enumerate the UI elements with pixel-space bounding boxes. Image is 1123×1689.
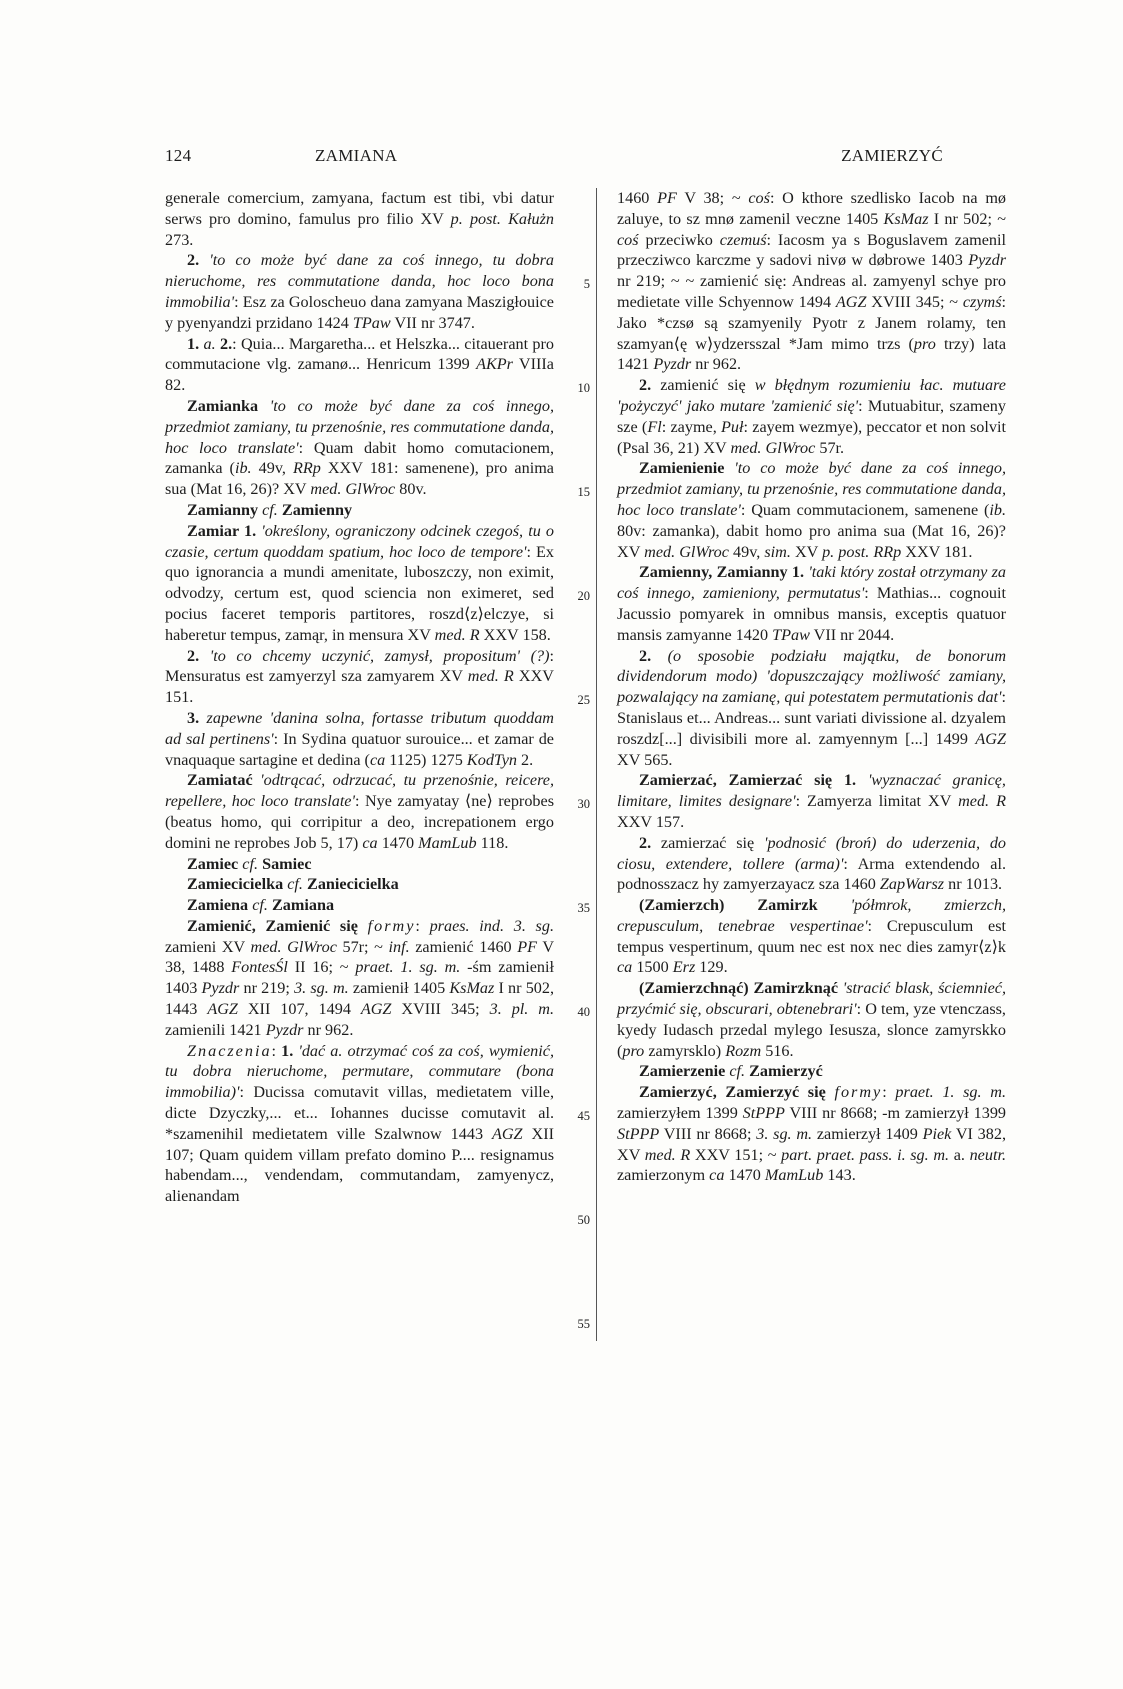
text-run: Zamierzyć [745,1062,823,1081]
text-run: 2. [187,646,210,665]
line-number: 40 [577,1005,590,1019]
text-run: med. GlWroc [250,937,337,956]
text-run: cf. [262,500,278,519]
text-run: : Jako *czsø są szamyenily Pyotr z Janem rolamy, ten szamyan⟨ę w⟩ydzersszal *Jam mimo trzs ( [617,292,1007,353]
text-run: 49v, [251,459,293,478]
text-run: Puł [721,417,744,436]
text-run: Zamienny, Zamianny 1. [639,563,809,582]
text-run: XV [790,542,823,561]
text-run: V 38; ~ [676,189,749,207]
text-run: 'to co chcemy uczynić, zamysł, propositum' (?) [209,646,550,665]
entry-paragraph [617,646,1006,771]
text-run: cf. [242,854,259,873]
text-run: Zamiec [187,854,243,873]
text-run: VI 382, XV [617,1124,1006,1164]
text-run: 129. [695,958,728,977]
text-run: Zamiar 1. [187,521,262,540]
text-run: 'półmrok, zmierzch, crepusculum, tenebrae vespertinae' [617,896,1006,935]
text-run: zapewne 'danina solna, fortasse tributum quoddam ad sal pertinens' [165,708,555,748]
text-run: : Quia... Margaretha... et Helszka... citauerant pro commutacione vlg. zamanø... Henricum 1399 [165,334,555,374]
line-number: 50 [577,1213,590,1227]
entry-paragraph [617,458,1006,562]
text-run: 2. [219,334,233,353]
text-run: 'określony, ograniczony odcinek czegoś, tu o czasie, certum quoddam spatium, hoc loco de tempore' [165,521,554,561]
text-run: XII 107, 1494 [237,1000,361,1019]
text-run: : Quam commutacionem, samenene ( [740,500,990,519]
text-run: VIIIa 82. [165,355,554,395]
text-run: coś [617,230,639,249]
text-run: 'dać a. otrzymać coś za coś, wymienić, tu dobra nieruchome, permutare, commutare (bona immobilia)' [165,1041,555,1102]
text-run: : Arma extendendo al. podnosszacz hy zamyerzayacz sza 1460 [617,854,1006,894]
text-run: inf. [388,937,410,956]
text-run: Zamierzenie [639,1062,730,1081]
text-run: 57r. [815,438,845,457]
text-run: Zamianka [187,396,270,415]
entry-paragraph [165,396,554,500]
text-run: med. R [467,667,514,686]
text-run: 'to co może być dane za coś innego, przedmiot zamiany, tu przenośnie, res commutatione danda, hoc loco translate' [165,396,554,457]
text-run: przeciwko [638,230,720,249]
text-run: zamienić się [660,376,755,395]
text-run: Pyzdr [968,251,1006,270]
entry-paragraph [165,916,554,1041]
entry-paragraph [165,646,554,708]
text-run: AGZ [491,1124,523,1143]
text-run: Zamianny [187,500,263,519]
entry-paragraph [165,334,554,396]
text-run: XXV 151. [165,667,554,707]
entry-paragraph [165,895,554,916]
text-run: 80v: zamanka), dabit homo pro anima sua (Mat 16, 26)? XV [617,521,1006,561]
text-run: czemuś [719,230,767,249]
text-run: 3. sg. m. [756,1124,813,1143]
text-run: : [882,1083,896,1102]
text-run: coś [748,189,770,207]
text-run: Zamiana [267,896,335,915]
text-run: Zamierzać, Zamierzać się 1. [639,771,868,790]
text-run: p. post. RRp [822,542,902,561]
text-run: AGZ [975,729,1006,748]
text-run: czymś [962,292,1002,311]
text-run: Znaczenia [187,1041,272,1060]
text-run: pro [913,334,936,353]
text-run: : Stanislaus et... Andreas... sunt variati divissione al. dzyalem roszdz[...] divisibili more al. zamyennym [...] 1499 [617,688,1006,748]
text-run: 'odtrącać, odrzucać, tu przenośnie, reicere, repellere, hoc loco translate' [165,771,555,811]
text-run: Fl [647,417,662,436]
text-run: cf. [729,1062,746,1081]
text-run: : Nye zamyatay ⟨ne⟩ reprobes (beatus homo, qui corripitur a deo, increpationem ergo domini ne reprobes Job 5, 17) [165,792,554,852]
text-run: 1. [187,334,204,353]
text-run: nr 1013. [944,875,1003,894]
text-run: 49v, [728,542,765,561]
entry-paragraph [165,854,554,875]
text-run: zamienił 1405 [348,979,450,998]
text-run: : Mutuabitur, szameny sze ( [617,396,1006,436]
text-run: XVIII 345; ~ [866,292,963,311]
text-run: p. post. Kałużn [450,209,554,228]
text-run: zamyrsklo) [644,1041,726,1060]
line-number: 30 [577,797,590,811]
text-run: cf. [287,875,303,894]
text-run: V 38, 1488 [165,937,555,977]
text-run: AKPr [476,355,513,374]
text-run: part. praet. pass. i. sg. m. [781,1145,950,1164]
text-run: zamierzać się [660,833,765,852]
text-run: 1. [281,1041,299,1060]
text-run: TPaw [352,313,391,332]
text-run: 273. [165,230,194,249]
entry-paragraph [165,500,554,521]
text-run: 1470 [724,1166,765,1185]
entry-paragraph [165,874,554,895]
text-run: Zamienić, Zamienić się [187,916,368,935]
page-number: 124 [165,146,192,165]
text-run: praes. ind. 3. sg. [429,916,554,935]
text-run: praet. 1. sg. m. [895,1083,1006,1102]
text-run: 2. [639,376,661,395]
text-run: : Esz za Goloscheuo dana zamyana Maszigłouice y pyenyandzi przidano 1424 [165,292,554,332]
text-run: generale comercium, zamyana, factum est tibi, vbi datur serws pro domino, famulus pro filio XV [165,189,554,228]
text-run: AGZ [207,1000,238,1019]
line-number: 55 [577,1317,590,1331]
text-run: ca [362,833,378,852]
text-run: trzy) lata 1421 [617,334,1006,374]
text-run: : In Sydina quatuor surouice... et zamar de vnaquaque sartagine et dedina ( [165,729,554,769]
text-run: neutr. [969,1145,1006,1164]
line-number: 25 [577,693,590,707]
text-run: II 16; ~ [287,958,356,977]
text-run: ca [369,750,386,769]
text-run: zamierzył 1409 [812,1124,923,1143]
text-run: Zamierzyć, Zamierzyć się [639,1083,835,1102]
text-run: VII nr 3747. [390,313,475,332]
text-run: med. R [434,625,480,644]
text-run: med. GlWroc [730,438,816,457]
text-run: 3. sg. m. [294,979,349,998]
text-run: StPPP [617,1124,660,1143]
text-run: cf. [252,896,268,915]
text-run: MamLub [418,833,477,852]
text-run: : Zamyerza limitat XV [795,792,959,811]
text-run: 'to co może być dane za coś innego, przedmiot zamiany, tu przenośnie, res commutatione danda, hoc loco translate' [617,459,1006,519]
text-run: : Iacosm ya s Boguslavem zamenil przecziwco karczme y sadovi nivø w døbrowe 1403 [617,230,1006,270]
right-column [617,188,1006,1186]
text-run: 1500 [632,958,673,977]
text-run: VIII nr 8668; [659,1124,757,1143]
text-run: : zayme, [661,417,722,436]
text-run: : Mathias... cognouit Jacussio pomyarek in omnibus mansis, exceptis quatuor mansis zamyanne 1420 [617,584,1007,644]
text-run: zamierzonym [617,1166,710,1185]
text-run: zamieni XV [165,937,251,956]
text-run: med. GlWroc [644,542,729,561]
text-run: FontesŚl [231,958,288,977]
text-run: ca [617,958,633,977]
text-run: XXV 181: samenene), pro anima sua (Mat 16, 26)? XV [165,459,554,499]
text-run: KsMaz [449,979,495,998]
text-run: StPPP [742,1104,785,1123]
text-run: : O tem, yze vtenczass, kyedy Iudasch przedal mylego Iesusza, slonce zamyrskko ( [617,1000,1006,1060]
text-run: Pyzdr [265,1020,304,1039]
text-run: : [271,1041,282,1060]
text-run: (o sposobie podziału majątku, de bonorum dividendorum modo) 'dopuszczający możliwość zamiany, pozwalający na zamianę, qui potestatem permutationis dat' [617,646,1007,707]
entry-paragraph [617,375,1006,458]
entry-paragraph [617,770,1006,832]
column-divider [596,188,597,1341]
left-column [165,188,554,1207]
text-run: praet. 1. sg. m. [355,958,461,977]
text-run: Zaniecicielka [302,875,399,894]
text-run: med. R [958,792,1006,811]
text-run: Zamienny [277,500,353,519]
text-run: Piek [922,1124,952,1143]
line-number: 5 [583,277,590,291]
entry-paragraph [617,833,1006,895]
text-run: 80v. [395,480,427,499]
text-run: 2. [639,833,661,852]
header-left-headword: ZAMIANA [315,146,398,165]
entry-paragraph [617,1061,1006,1082]
text-run: nr 962. [303,1020,354,1039]
text-run: : zayem wezmye), peccator et non solvit (Psal 36, 21) XV [617,417,1006,457]
line-number: 45 [577,1109,590,1123]
text-run: 2. [517,750,534,769]
line-number: 35 [577,901,590,915]
text-run: 516. [761,1041,794,1060]
text-run: formy [367,916,416,935]
text-run: Pyzdr [201,979,240,998]
text-run: zamienili 1421 [165,1020,266,1039]
text-run: med. GlWroc [310,480,396,499]
text-run: I nr 502, 1443 [165,979,555,1019]
text-run: VII nr 2044. [809,625,895,644]
text-run: a. [949,1145,970,1164]
text-run: : [415,916,430,935]
text-run: Rozm [725,1041,762,1060]
text-run: Zamiecicielka [187,875,288,894]
text-run: (Zamierzch) Zamirzk [639,896,851,915]
entry-paragraph [617,562,1006,645]
text-run: : Mensuratus est zamyerzyl sza zamyarem XV [165,646,555,686]
text-run: pro [622,1041,645,1060]
entry-paragraph [165,521,554,646]
text-run: ib. [234,459,252,478]
text-run: : Ex quo ignorancia a mundi amenitate, luboszczy, non eximit, odvodzy, certum est, quod sciencia non eximeret, sed pocius faceret temporis partitores, roszd⟨z⟩elczye, si haberetur tempus, zamąr, in mensura XV [165,542,554,644]
entry-paragraph [165,770,554,853]
text-run: 57r; ~ [336,937,389,956]
text-run: ZapWarsz [879,875,945,894]
text-run: AGZ [360,1000,392,1019]
text-run: Erz [672,958,696,977]
text-run: Pyzdr [653,355,692,374]
text-run: : Crepusculum est tempus vespertinum, quum nec est nox nec dies zamyr⟨z⟩k [617,916,1006,956]
entry-paragraph [617,188,1006,375]
text-run: XXV 157. [617,812,685,831]
text-run: 'to co może być dane za coś innego, tu dobra nieruchome, res commutatione danda, hoc loco bona immobilia' [165,251,555,311]
entry-paragraph [617,978,1006,1061]
text-run: formy [834,1083,883,1102]
text-run: zamierzyłem 1399 [617,1104,743,1123]
text-run: zamienić 1460 [409,937,518,956]
text-run: TPaw [772,625,810,644]
text-run: AGZ [835,292,867,311]
text-run: 'wyznaczać granicę, limitare, limites designare' [617,771,1006,811]
text-run: PF [657,189,677,207]
text-run: (Zamierzchnąć) Zamirzknąć [639,979,843,998]
text-run: Zamienienie [639,459,735,478]
text-run: ca [709,1166,725,1185]
text-run: -śm zamienił 1403 [165,958,554,998]
text-run: MamLub [764,1166,824,1185]
text-run: nr 219; [239,979,295,998]
text-run: XV 565. [617,750,673,769]
text-run: RRp [292,459,321,478]
text-run: 2. [639,646,668,665]
text-run: PF [517,937,538,956]
text-run: 1460 [617,189,658,207]
entry-paragraph [165,1041,554,1207]
text-run: XII 107; Quam quidem villam prefato domino P.... resignamus habendam..., vendendam, commutandam, zamyenycz, alienandam [165,1124,554,1206]
text-run: XXV 151; ~ [690,1145,782,1164]
entry-paragraph [617,895,1006,978]
text-run: 1470 [377,833,419,852]
entry-paragraph [617,1082,1006,1186]
entry-paragraph [165,708,554,770]
text-run: 'podnosić (broń) do uderzenia, do ciosu, extendere, tollere (arma)' [617,833,1007,873]
text-run: KsMaz [883,209,929,228]
text-run: ib. [989,500,1007,519]
text-run: I nr 502; ~ [928,209,1006,228]
text-run: nr 962. [691,355,742,374]
entry-paragraph [165,250,554,333]
entry-paragraph [165,188,554,250]
text-run: 3. pl. m. [489,1000,555,1019]
line-number: 20 [577,589,590,603]
text-run: sim. [764,542,791,561]
header-right-headword: ZAMIERZYĆ [841,146,943,165]
text-run: XXV 181. [901,542,973,561]
text-run: 3. [187,708,207,727]
line-number: 10 [577,381,590,395]
text-run: med. R [644,1145,691,1164]
text-run: a. [203,334,216,353]
text-run: nr 219; ~ ~ zamienić się: Andreas al. zamyenyl schye pro medietate ville Schyennow 1494 [617,272,1006,311]
text-run: w błędnym rozumieniu łac. mutuare 'pożyczyć' jako mutare 'zamienić się' [617,376,1006,415]
text-run: Zamiena [187,896,253,915]
text-run: : Quam dabit homo comutacionem, zamanka ( [165,438,555,478]
text-run: XXV 158. [479,625,551,644]
text-run: Samiec [258,854,312,873]
text-run: 143. [823,1166,856,1185]
text-run: XVIII 345; [391,1000,490,1019]
text-run: Zamiatać [187,771,261,790]
text-run: : Ducissa comutavit villas, medietatem ville, dicte Dzyczky,... et... Iohannes ducisse comutavit al. *szamenihil medietatem ville Szalwnow 1443 [165,1083,554,1143]
text-run: 118. [476,833,509,852]
text-run: : O kthore szedlisko Iacob na mø zaluye, to sz mnø zamenil veczne 1405 [617,189,1006,228]
line-number: 15 [577,485,590,499]
text-run: 2. [187,251,210,270]
text-run: 1125) 1275 [385,750,467,769]
text-run: VIII nr 8668; -m zamierzył 1399 [784,1104,1007,1123]
text-run: 'taki który został otrzymany za coś innego, zamieniony, permutatus' [617,563,1007,603]
text-run: 'stracić blask, ściemnieć, przyćmić się, obscurari, obtenebrari' [617,979,1006,1019]
text-run: KodTyn [466,750,517,769]
running-header [165,146,943,170]
